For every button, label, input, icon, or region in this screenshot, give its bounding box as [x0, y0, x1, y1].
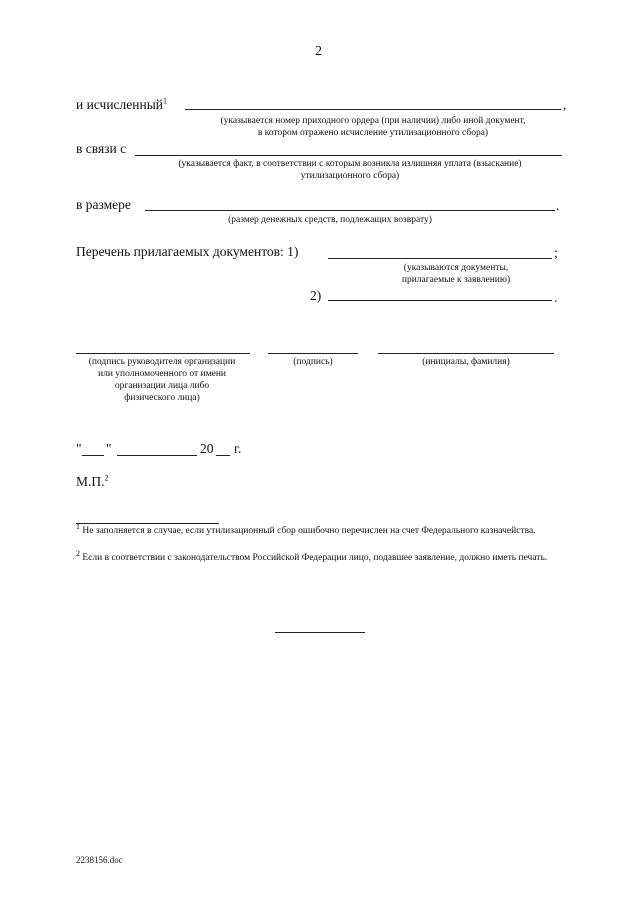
date-close-quote: " [106, 441, 112, 456]
amount-trail: . [556, 198, 560, 213]
page-number: 2 [315, 44, 322, 59]
documents-label: Перечень прилагаемых документов: 1) [76, 244, 299, 259]
date-month-field[interactable] [117, 455, 197, 456]
reason-field[interactable] [135, 155, 562, 156]
head-signature-line[interactable] [76, 353, 250, 354]
date-year-suffix: г. [234, 441, 242, 456]
file-name: 2238156.doc [76, 855, 123, 865]
document-1-field[interactable] [328, 258, 552, 259]
footnote-ref-1: 1 [163, 96, 168, 106]
footnote-2-text: Если в соответствии с законодательством Российской Федерации лицо, подавшее заявление, должно иметь печать. [82, 553, 548, 563]
documents-hint-1: (указываются документы, [403, 263, 509, 273]
head-signature-hint-4: физического лица) [124, 393, 200, 403]
reason-label: в связи с [76, 141, 127, 156]
footnote-2 [76, 548, 562, 565]
head-signature-hint-1: (подпись руководителя организации [88, 357, 236, 367]
footnote-2-mark: 2 [76, 548, 80, 558]
calculated-field[interactable] [185, 109, 561, 110]
signature-line[interactable] [268, 353, 358, 354]
head-signature-hint-3: организации лица либо [114, 381, 210, 391]
calculated-hint-1: (указывается номер приходного ордера (при наличии) либо иной документ, [220, 116, 526, 126]
date-day-field[interactable] [82, 455, 104, 456]
initials-hint: (инициалы, фамилия) [422, 357, 510, 367]
footnote-1 [76, 521, 562, 538]
calculated-hint-2: в котором отражено исчисление утилизационного сбора) [257, 128, 489, 138]
amount-hint: (размер денежных средств, подлежащих возврату) [228, 215, 432, 225]
date-year-field[interactable] [216, 455, 230, 456]
documents-hint-2: прилагаемые к заявлению) [401, 275, 511, 285]
reason-hint-1: (указывается факт, в соответствии с которым возникла излишняя уплата (взыскание) [178, 159, 522, 169]
calculated-label-text: и исчисленный [76, 97, 164, 112]
amount-field[interactable] [145, 210, 555, 211]
head-signature-hint-2: или уполномоченного от имени [98, 369, 226, 379]
stamp-label: М.П. [76, 474, 105, 489]
closing-rule [275, 632, 365, 633]
reason-hint-2: утилизационного сбора) [300, 171, 400, 181]
date-open-quote: " [76, 441, 82, 456]
footnote-separator [76, 523, 219, 524]
footnote-ref-2: 2 [104, 473, 109, 483]
amount-label: в размере [76, 197, 131, 212]
initials-line[interactable] [378, 353, 554, 354]
documents-trail-1: ; [554, 245, 558, 260]
stamp-place [76, 474, 109, 490]
footnote-1-text: Не заполняется в случае, если утилизационный сбор ошибочно перечислен на счет Федерального казначейства. [82, 526, 536, 536]
calculated-trail: , [563, 97, 567, 112]
document-2-field[interactable] [328, 300, 552, 301]
date-year-prefix: 20 [200, 441, 214, 456]
document-2-label: 2) [310, 288, 322, 303]
signature-hint: (подпись) [293, 357, 333, 367]
footnote-1-mark: 1 [76, 521, 80, 531]
documents-trail-2: . [554, 290, 558, 305]
calculated-label [76, 97, 167, 113]
